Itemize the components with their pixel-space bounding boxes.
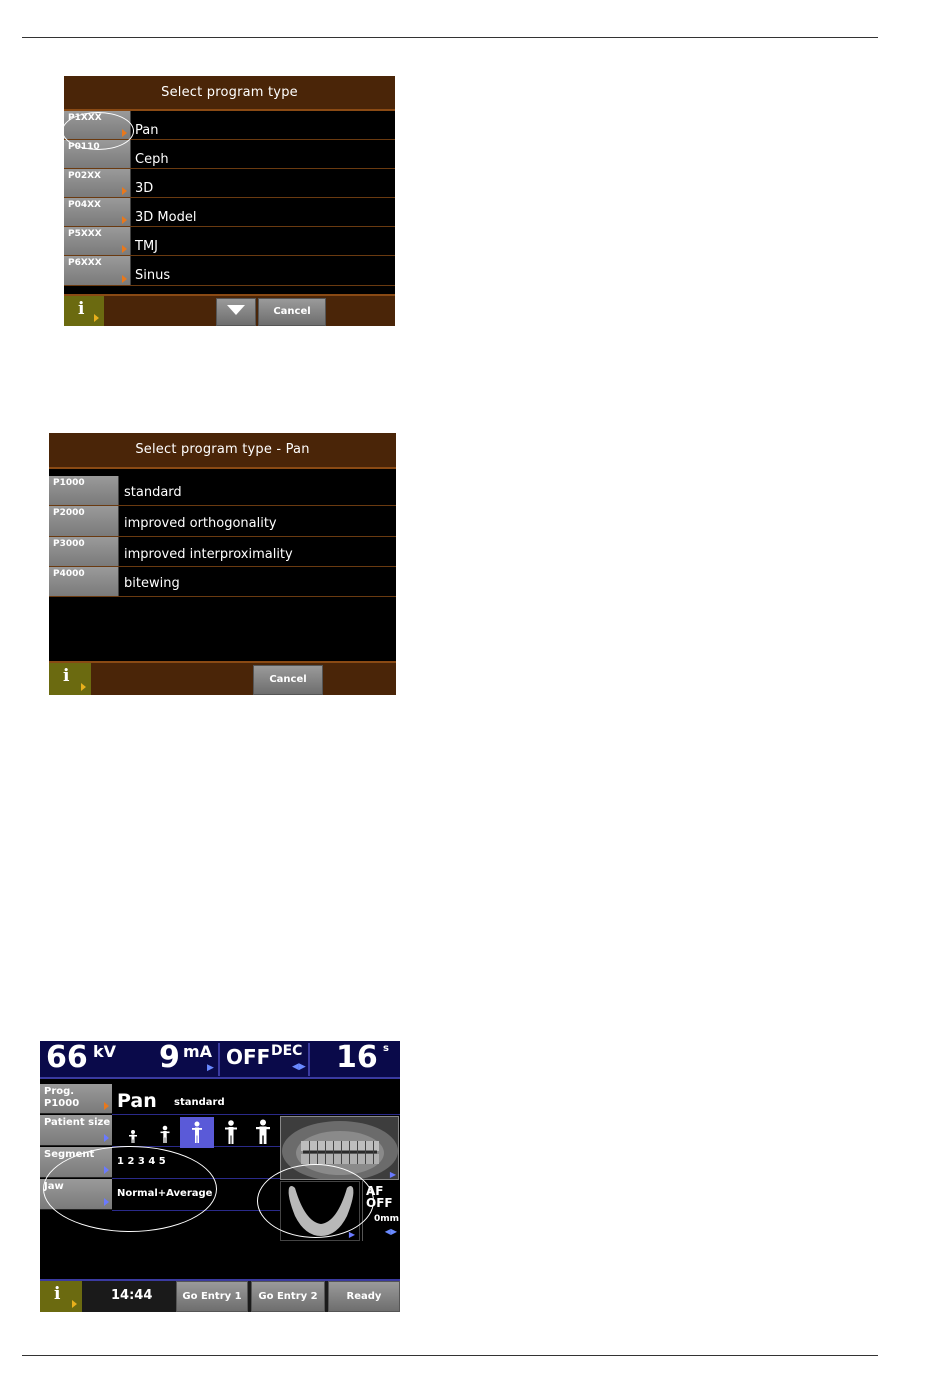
- scroll-down-button[interactable]: [216, 298, 256, 326]
- arrow-right-icon: [104, 1102, 109, 1110]
- prog-label: Prog.: [44, 1086, 75, 1097]
- highlight-ellipse: [257, 1164, 374, 1238]
- program-code: P04XX: [68, 200, 101, 210]
- program-code: P2000: [53, 508, 85, 518]
- program-code-button[interactable]: [64, 198, 131, 226]
- pan-row-standard[interactable]: [49, 476, 396, 506]
- program-label: bitewing: [124, 576, 180, 591]
- info-button[interactable]: [40, 1281, 82, 1312]
- patient-size-child[interactable]: [153, 1120, 177, 1147]
- prog-button[interactable]: [40, 1084, 112, 1114]
- program-label: Pan: [135, 123, 159, 138]
- divider: [218, 1043, 220, 1076]
- prog-code: P1000: [44, 1098, 80, 1109]
- patient-size-adult[interactable]: [218, 1117, 244, 1147]
- panel-title: Select program type: [64, 76, 395, 111]
- program-code-button[interactable]: [49, 537, 119, 566]
- program-code: P0110: [68, 142, 100, 152]
- af-label: AF: [366, 1184, 384, 1198]
- program-row-3d-model[interactable]: [64, 198, 395, 227]
- program-code: P1000: [53, 478, 85, 488]
- person-icon: [249, 1117, 277, 1147]
- program-label: Sinus: [135, 268, 171, 283]
- arrow-right-icon: [122, 275, 127, 283]
- info-button[interactable]: [64, 296, 104, 326]
- arrow-right-icon: [72, 1300, 77, 1308]
- kv-value[interactable]: 66: [46, 1041, 88, 1075]
- program-code: P1XXX: [68, 113, 102, 123]
- person-icon: [121, 1123, 145, 1147]
- program-name: Pan: [117, 1090, 157, 1112]
- person-icon: [153, 1120, 177, 1147]
- pan-row-bitewing[interactable]: [49, 567, 396, 597]
- chevron-down-icon: [226, 303, 246, 317]
- program-label: improved orthogonality: [124, 516, 277, 531]
- program-row-3d[interactable]: [64, 169, 395, 198]
- program-code: P5XXX: [68, 229, 102, 239]
- cancel-button[interactable]: Cancel: [253, 665, 323, 695]
- program-code: P4000: [53, 569, 85, 579]
- program-code-button[interactable]: [64, 227, 131, 255]
- exposure-screen: [40, 1041, 400, 1312]
- patient-size-adult-small[interactable]: [180, 1117, 214, 1148]
- arrow-right-icon: [122, 187, 127, 195]
- top-rule: [22, 37, 878, 38]
- jaw-value: Normal+Average: [117, 1188, 213, 1199]
- expand-icon: ▶: [348, 1230, 355, 1239]
- program-subtype: standard: [174, 1097, 225, 1108]
- bottom-bar: [64, 294, 395, 326]
- time-unit: s: [383, 1043, 389, 1054]
- kv-unit: kV: [93, 1042, 117, 1061]
- dec-value[interactable]: OFF: [226, 1045, 271, 1069]
- arrow-right-icon: [81, 683, 86, 691]
- info-icon: i: [78, 299, 85, 319]
- program-label: improved interproximality: [124, 547, 293, 562]
- ready-button[interactable]: Ready: [328, 1281, 400, 1312]
- adjust-arrows-icon: ◀▶: [384, 1227, 397, 1236]
- program-row-sinus[interactable]: [64, 256, 395, 286]
- dec-label: DEC: [271, 1043, 303, 1059]
- arrow-right-icon: [104, 1134, 109, 1142]
- highlight-ellipse: [64, 112, 134, 150]
- program-code-button[interactable]: [49, 567, 119, 596]
- segment-label: Segment: [44, 1149, 95, 1160]
- program-label: TMJ: [135, 239, 158, 254]
- program-code: P3000: [53, 539, 85, 549]
- info-icon: i: [54, 1284, 61, 1304]
- status-bar: [40, 1041, 400, 1079]
- pan-row-interproximality[interactable]: [49, 537, 396, 567]
- program-code-button[interactable]: [49, 506, 119, 536]
- go-entry-2-button[interactable]: Go Entry 2: [251, 1281, 325, 1312]
- arrow-right-icon: [122, 245, 127, 253]
- ma-unit: mA: [183, 1042, 213, 1061]
- segment-value: 1 2 3 4 5: [117, 1156, 166, 1167]
- divider: [112, 1114, 400, 1115]
- clock-time: 14:44: [111, 1288, 153, 1303]
- af-offset: 0mm: [373, 1214, 399, 1224]
- go-entry-1-button[interactable]: Go Entry 1: [176, 1281, 248, 1312]
- person-icon: [218, 1117, 244, 1147]
- program-code: P02XX: [68, 171, 101, 181]
- program-code: P6XXX: [68, 258, 102, 268]
- info-button[interactable]: [49, 663, 91, 695]
- arrow-right-icon: [94, 314, 99, 322]
- patient-size-adult-large[interactable]: [249, 1117, 277, 1147]
- bottom-bar: [49, 661, 396, 695]
- patient-size-child-small[interactable]: [121, 1123, 145, 1147]
- program-label: 3D: [135, 181, 154, 196]
- arrow-right-icon: [122, 216, 127, 224]
- jaw-label: Jaw: [44, 1181, 64, 1192]
- program-row-tmj[interactable]: [64, 227, 395, 256]
- af-status: OFF: [366, 1196, 393, 1210]
- patient-size-button[interactable]: [40, 1115, 112, 1146]
- program-type-panel: [64, 76, 395, 326]
- ma-value[interactable]: 9: [159, 1041, 180, 1075]
- panel-title: Select program type - Pan: [49, 433, 396, 469]
- cancel-button[interactable]: Cancel: [258, 298, 326, 326]
- time-value: 16: [336, 1041, 378, 1075]
- patient-size-selector: [117, 1117, 277, 1147]
- patient-size-label: Patient size: [44, 1117, 111, 1128]
- expand-icon: ▶: [389, 1170, 396, 1179]
- program-label: 3D Model: [135, 210, 197, 225]
- program-label: standard: [124, 485, 182, 500]
- program-code-button[interactable]: [49, 476, 119, 505]
- bottom-bar: [40, 1279, 400, 1312]
- divider: [308, 1043, 310, 1076]
- highlight-ellipse: [43, 1146, 217, 1232]
- program-code-button[interactable]: [64, 256, 131, 285]
- program-label: Ceph: [135, 152, 169, 167]
- bottom-rule: [22, 1355, 878, 1356]
- program-code-button[interactable]: [64, 169, 131, 197]
- adjust-arrows-icon: ◀▶: [292, 1062, 306, 1072]
- info-icon: i: [63, 666, 70, 686]
- pan-row-orthogonality[interactable]: [49, 506, 396, 537]
- person-icon: [180, 1117, 214, 1148]
- adjust-arrows-icon: ▶: [207, 1063, 214, 1073]
- pan-program-panel: [49, 433, 396, 695]
